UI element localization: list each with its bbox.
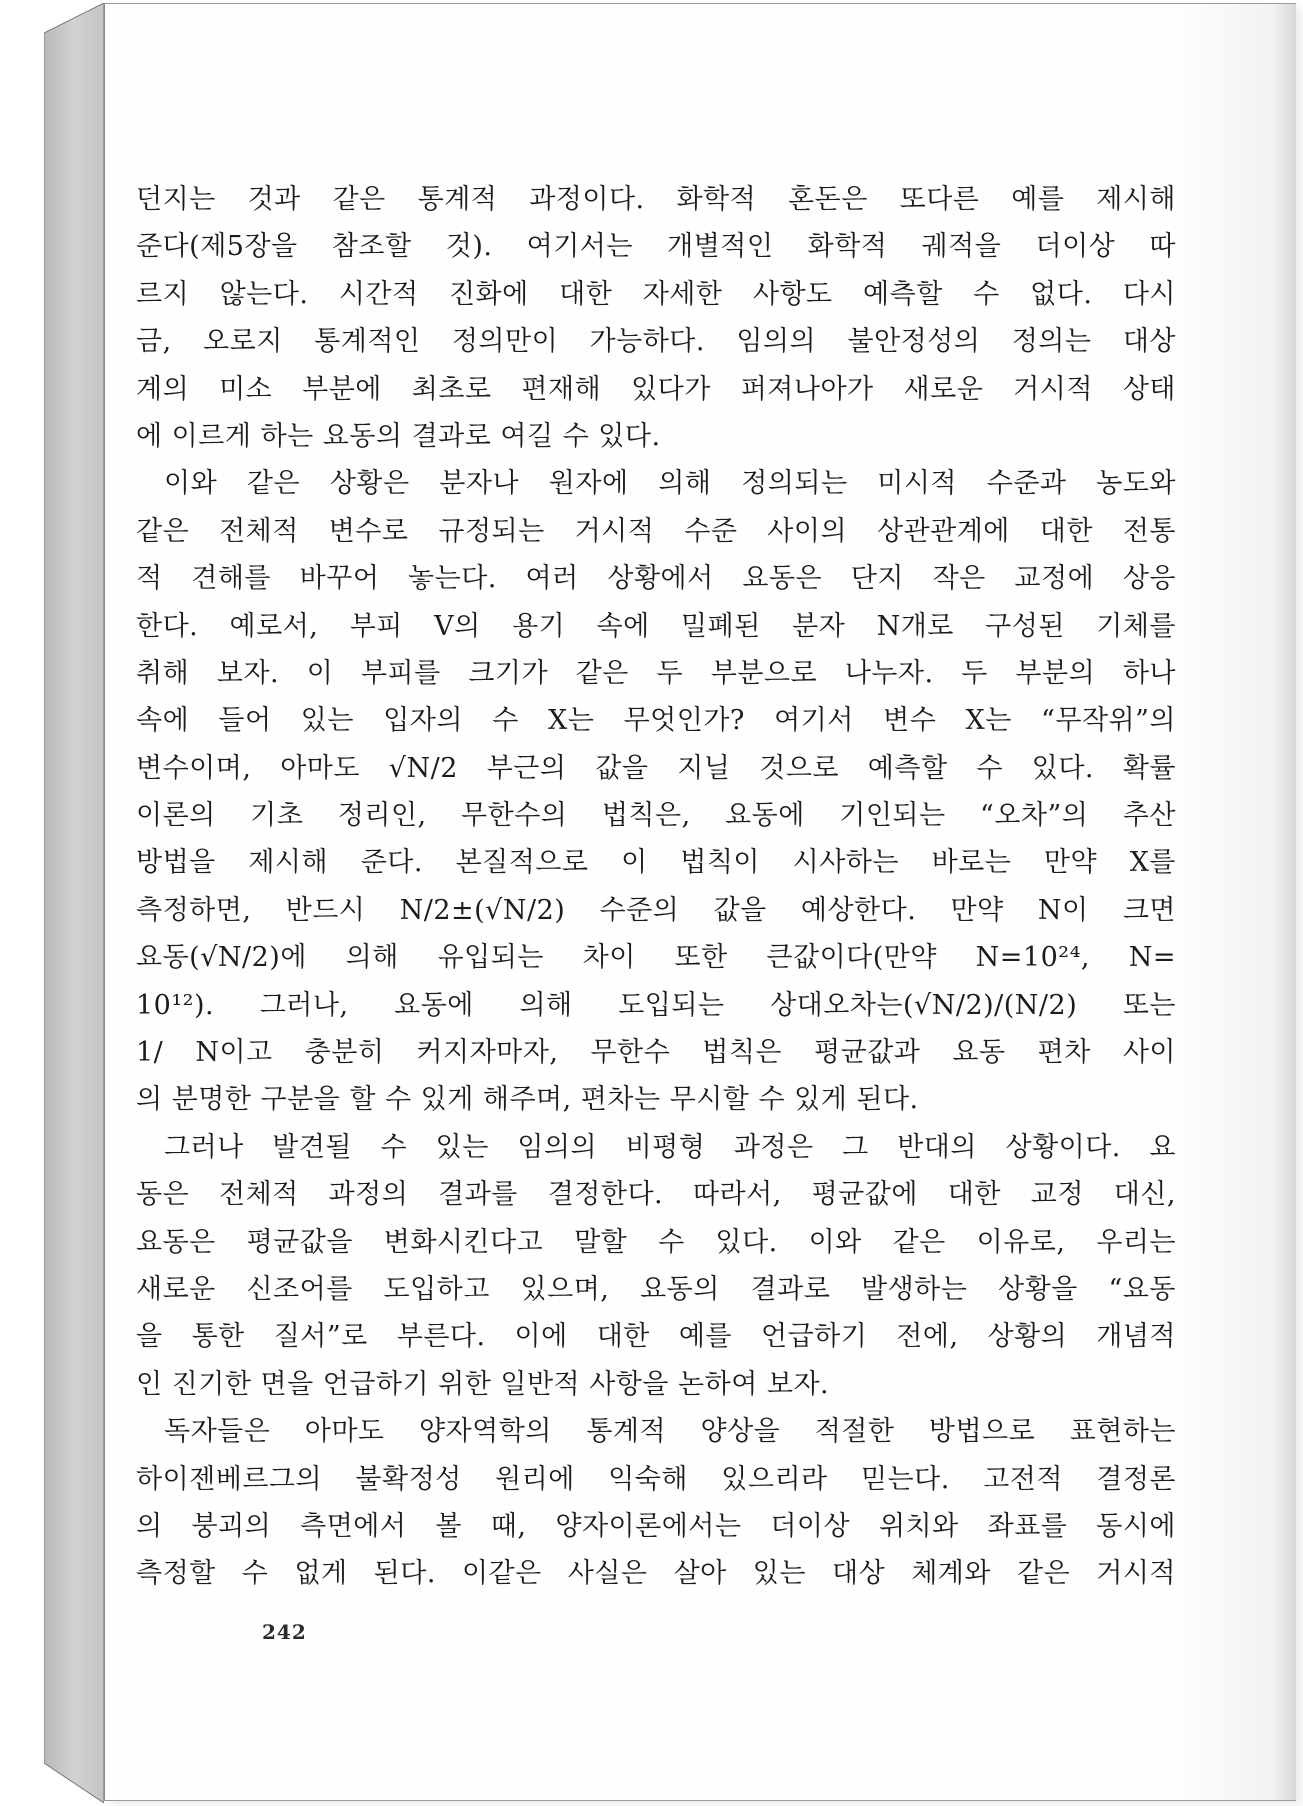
- text-line: 측정하면, 반드시 N/2±(√N/2) 수준의 값을 예상한다. 만약 N이 크면: [136, 894, 1176, 926]
- text-line: 준다(제5장을 참조할 것). 여기서는 개별적인 화학적 궤적을 더이상 따: [136, 231, 1176, 263]
- text-line: 새로운 신조어를 도입하고 있으며, 요동의 결과로 발생하는 상황을 “요동: [136, 1273, 1176, 1305]
- page-shadow: [1176, 4, 1296, 1800]
- text-line: 인 진기한 면을 언급하기 위한 일반적 사항을 논하여 보자.: [136, 1368, 830, 1400]
- text-line: 요동은 평균값을 변화시킨다고 말할 수 있다. 이와 같은 이유로, 우리는: [136, 1226, 1176, 1258]
- book-spine: [44, 3, 104, 1803]
- text-line: 이와 같은 상황은 분자나 원자에 의해 정의되는 미시적 수준과 농도와: [164, 468, 1176, 500]
- text-line: 방법을 제시해 준다. 본질적으로 이 법칙이 시사하는 바로는 만약 X를: [136, 847, 1176, 879]
- text-line: 적 견해를 바꾸어 놓는다. 여러 상황에서 요동은 단지 작은 교정에 상응: [136, 563, 1176, 595]
- text-line: 의 붕괴의 측면에서 볼 때, 양자이론에서는 더이상 위치와 좌표를 동시에: [136, 1510, 1176, 1542]
- text-line: 한다. 예로서, 부피 V의 용기 속에 밀폐된 분자 N개로 구성된 기체를: [136, 610, 1176, 642]
- text-line: 속에 들어 있는 입자의 수 X는 무엇인가? 여기서 변수 X는 “무작위”의: [136, 705, 1176, 737]
- text-line: 계의 미소 부분에 최초로 편재해 있다가 퍼져나아가 새로운 거시적 상태: [136, 373, 1176, 405]
- text-line: 을 통한 질서”로 부른다. 이에 대한 예를 언급하기 전에, 상황의 개념적: [136, 1321, 1176, 1353]
- text-line: 하이젠베르그의 불확정성 원리에 익숙해 있으리라 믿는다. 고전적 결정론: [136, 1463, 1176, 1495]
- text-line: 그러나 발견될 수 있는 임의의 비평형 과정은 그 반대의 상황이다. 요: [164, 1131, 1176, 1163]
- text-line: 취해 보자. 이 부피를 크기가 같은 두 부분으로 나누자. 두 부분의 하나: [136, 657, 1176, 689]
- text-line: 변수이며, 아마도 √N/2 부근의 값을 지닐 것으로 예측할 수 있다. 확률: [136, 752, 1176, 784]
- text-line: 요동(√N/2)에 의해 유입되는 차이 또한 큰값이다(만약 N=10²⁴, N=: [136, 942, 1176, 974]
- text-line: 독자들은 아마도 양자역학의 통계적 양상을 적절한 방법으로 표현하는: [164, 1416, 1176, 1448]
- text-line: 1/ N이고 충분히 커지자마자, 무한수 법칙은 평균값과 요동 편차 사이: [136, 1037, 1176, 1069]
- text-line: 의 분명한 구분을 할 수 있게 해주며, 편차는 무시할 수 있게 된다.: [136, 1084, 919, 1116]
- text-line: 르지 않는다. 시간적 진화에 대한 자세한 사항도 예측할 수 없다. 다시: [136, 278, 1176, 310]
- text-line: 측정할 수 없게 된다. 이같은 사실은 살아 있는 대상 체계와 같은 거시적: [136, 1558, 1176, 1590]
- text-line: 같은 전체적 변수로 규정되는 거시적 수준 사이의 상관관계에 대한 전통: [136, 515, 1176, 547]
- text-line: 동은 전체적 과정의 결과를 결정한다. 따라서, 평균값에 대한 교정 대신,: [136, 1179, 1176, 1211]
- text-line: 금, 오로지 통계적인 정의만이 가능하다. 임의의 불안정성의 정의는 대상: [136, 326, 1176, 358]
- text-line: 10¹²). 그러나, 요동에 의해 도입되는 상대오차는(√N/2)/(N/2) 또는: [136, 989, 1176, 1021]
- text-line: 던지는 것과 같은 통계적 과정이다. 화학적 혼돈은 또다른 예를 제시해: [136, 184, 1176, 215]
- text-line: 에 이르게 하는 요동의 결과로 여길 수 있다.: [136, 420, 661, 452]
- page-text-body: [136, 176, 1176, 1598]
- text-line: 이론의 기초 정리인, 무한수의 법칙은, 요동에 기인되는 “오차”의 추산: [136, 800, 1176, 832]
- page-number: 242: [262, 1620, 307, 1644]
